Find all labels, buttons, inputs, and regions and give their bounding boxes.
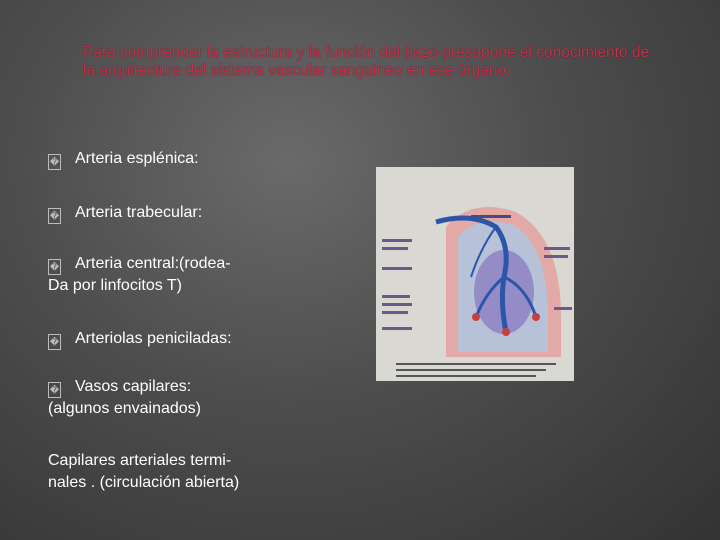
bullet-icon: � — [48, 208, 61, 224]
bullet-icon: � — [48, 259, 61, 275]
bullet-arteria-trabecular — [48, 202, 202, 224]
bullet-icon: � — [48, 154, 61, 170]
bullet-vasos-capilares — [48, 376, 201, 420]
bullet-text-line1: Vasos capilares: — [75, 378, 192, 395]
bullet-text: Arteria trabecular: — [75, 204, 203, 221]
bullet-icon: � — [48, 334, 61, 350]
footer-line2: nales . (circulación abierta) — [48, 474, 240, 491]
footer-line1: Capilares arteriales termi- — [48, 452, 232, 469]
bullet-text: Arteriolas peniciladas: — [75, 330, 232, 347]
bullet-arteria-central — [48, 253, 231, 297]
bullet-text: Arteria esplénica: — [75, 150, 199, 167]
bullet-text-line2: (algunos envainados) — [48, 400, 201, 417]
spleen-vascular-diagram-image — [376, 167, 574, 381]
footer-text — [48, 450, 239, 494]
slide-title: Para comprender la estructura y la función del bazo presupone el conocimiento de la arquitectura del sistema vascular sanguíneo en ese órgano. — [83, 44, 650, 79]
bullet-arteriolas-peniciladas — [48, 328, 232, 350]
bullet-text-line2: Da por linfocitos T) — [48, 277, 182, 294]
bullet-text-line1: Arteria central:(rodea- — [75, 255, 231, 272]
bullet-arteria-esplenica — [48, 148, 199, 170]
spleen-diagram-icon — [376, 167, 574, 381]
bullet-icon: � — [48, 382, 61, 398]
